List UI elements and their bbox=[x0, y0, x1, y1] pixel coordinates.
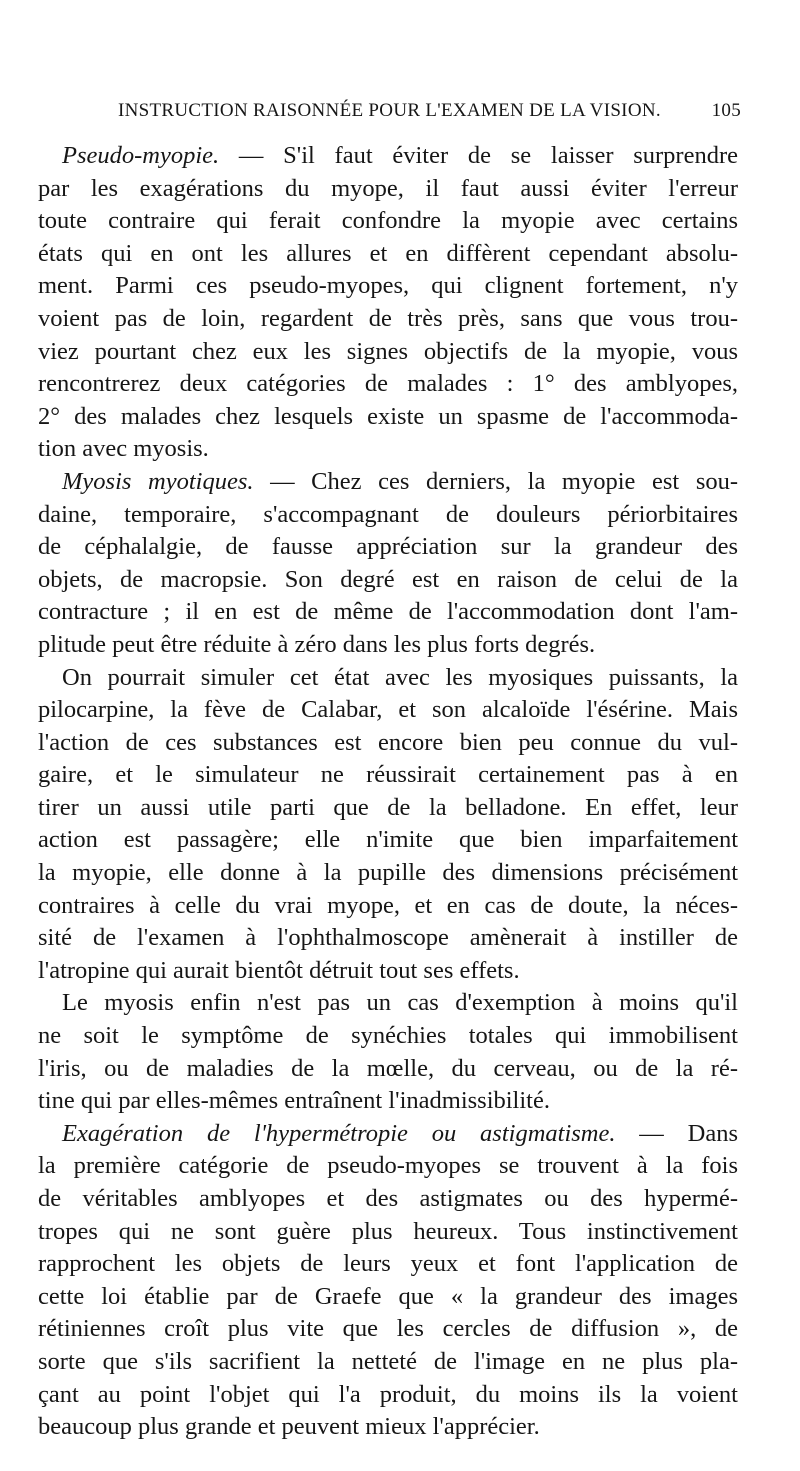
running-title: INSTRUCTION RAISONNÉE POUR L'EXAMEN DE LA VISION. bbox=[118, 100, 661, 121]
section-heading: Pseudo-myopie. bbox=[62, 142, 220, 169]
text-line: de véritables amblyopes et des astigmates ou des hypermé- bbox=[38, 1185, 738, 1212]
text-line: On pourrait simuler cet état avec les myosiques puissants, la bbox=[62, 663, 738, 691]
text-line: pilocarpine, la fève de Calabar, et son alcaloïde l'ésérine. Mais bbox=[38, 696, 738, 724]
text-line: par les exagérations du myope, il faut aussi éviter l'erreur bbox=[38, 174, 738, 202]
text-line: tine qui par elles-mêmes entraînent l'inadmissibilité. bbox=[38, 1087, 550, 1115]
text-line: contracture ; il en est de même de l'accommodation dont l'am- bbox=[38, 598, 738, 626]
text-line: 2° des malades chez lesquels existe un spasme de l'accommoda- bbox=[38, 402, 738, 430]
text-line: Exagération de l'hypermétropie ou astigmatisme. — Dans bbox=[62, 1119, 738, 1147]
text-line: beaucoup plus grande et peuvent mieux l'apprécier. bbox=[38, 1413, 540, 1441]
page-number: 105 bbox=[711, 100, 741, 121]
text-line: plitude peut être réduite à zéro dans les plus forts degrés. bbox=[38, 630, 596, 658]
running-header bbox=[118, 100, 741, 122]
text-line: états qui en ont les allures et en diffèrent cependant absolu- bbox=[38, 239, 738, 267]
text-line: tion avec myosis. bbox=[38, 435, 209, 463]
text-line: rencontrerez deux catégories de malades : 1° des amblyopes, bbox=[38, 370, 738, 398]
text-line: l'iris, ou de maladies de la mœlle, du cerveau, ou de la ré- bbox=[38, 1054, 738, 1082]
body-text bbox=[38, 140, 738, 1444]
text-line: de céphalalgie, de fausse appréciation sur la grandeur des bbox=[38, 533, 738, 561]
text-line: sité de l'examen à l'ophthalmoscope amènerait à instiller de bbox=[38, 924, 738, 952]
text-line: ne soit le symptôme de synéchies totales qui immobilisent bbox=[38, 1022, 738, 1050]
text-line: voient pas de loin, regardent de très près, sans que vous trou- bbox=[38, 304, 738, 332]
text-line: la myopie, elle donne à la pupille des dimensions précisément bbox=[38, 859, 738, 887]
text-line: action est passagère; elle n'imite que bien imparfaitement bbox=[38, 826, 738, 854]
text-line: toute contraire qui ferait confondre la myopie avec certains bbox=[38, 207, 738, 235]
text-line: la première catégorie de pseudo-myopes se trouvent à la fois bbox=[38, 1152, 738, 1180]
text-line: daine, temporaire, s'accompagnant de douleurs périorbitaires bbox=[38, 500, 738, 528]
text-line: Myosis myotiques. — Chez ces derniers, la myopie est sou- bbox=[62, 467, 739, 495]
text-line: çant au point l'objet qui l'a produit, du moins ils la voient bbox=[38, 1380, 738, 1408]
text-line: objets, de macropsie. Son degré est en raison de celui de la bbox=[38, 565, 738, 593]
text-line: l'action de ces substances est encore bien peu connue du vul- bbox=[38, 728, 738, 756]
section-heading: Exagération de l'hypermétropie ou astigmatisme. bbox=[62, 1119, 616, 1147]
text-line: tirer un aussi utile parti que de la belladone. En effet, leur bbox=[38, 793, 738, 821]
text-line: rétiniennes croît plus vite que les cercles de diffusion », de bbox=[38, 1315, 738, 1343]
text-line: rapprochent les objets de leurs yeux et font l'application de bbox=[38, 1250, 738, 1278]
section-heading: Myosis myotiques. bbox=[62, 467, 254, 495]
text-line: l'atropine qui aurait bientôt détruit tout ses effets. bbox=[38, 956, 520, 984]
text-line: viez pourtant chez eux les signes objectifs de la myopie, vous bbox=[38, 337, 738, 365]
text-line: gaire, et le simulateur ne réussirait certainement pas à en bbox=[38, 761, 738, 789]
text-line: tropes qui ne sont guère plus heureux. Tous instinctivement bbox=[38, 1217, 738, 1245]
text-line: Pseudo-myopie. — S'il faut éviter de se laisser surprendre bbox=[62, 142, 738, 169]
text-line: contraires à celle du vrai myope, et en cas de doute, la néces- bbox=[38, 891, 738, 919]
text-line: Le myosis enfin n'est pas un cas d'exemption à moins qu'il bbox=[62, 989, 738, 1017]
text-line: sorte que s'ils sacrifient la netteté de l'image en ne plus pla- bbox=[38, 1347, 738, 1375]
text-line: ment. Parmi ces pseudo-myopes, qui clignent fortement, n'y bbox=[38, 272, 738, 300]
text-line: cette loi établie par de Graefe que « la grandeur des images bbox=[38, 1282, 738, 1310]
